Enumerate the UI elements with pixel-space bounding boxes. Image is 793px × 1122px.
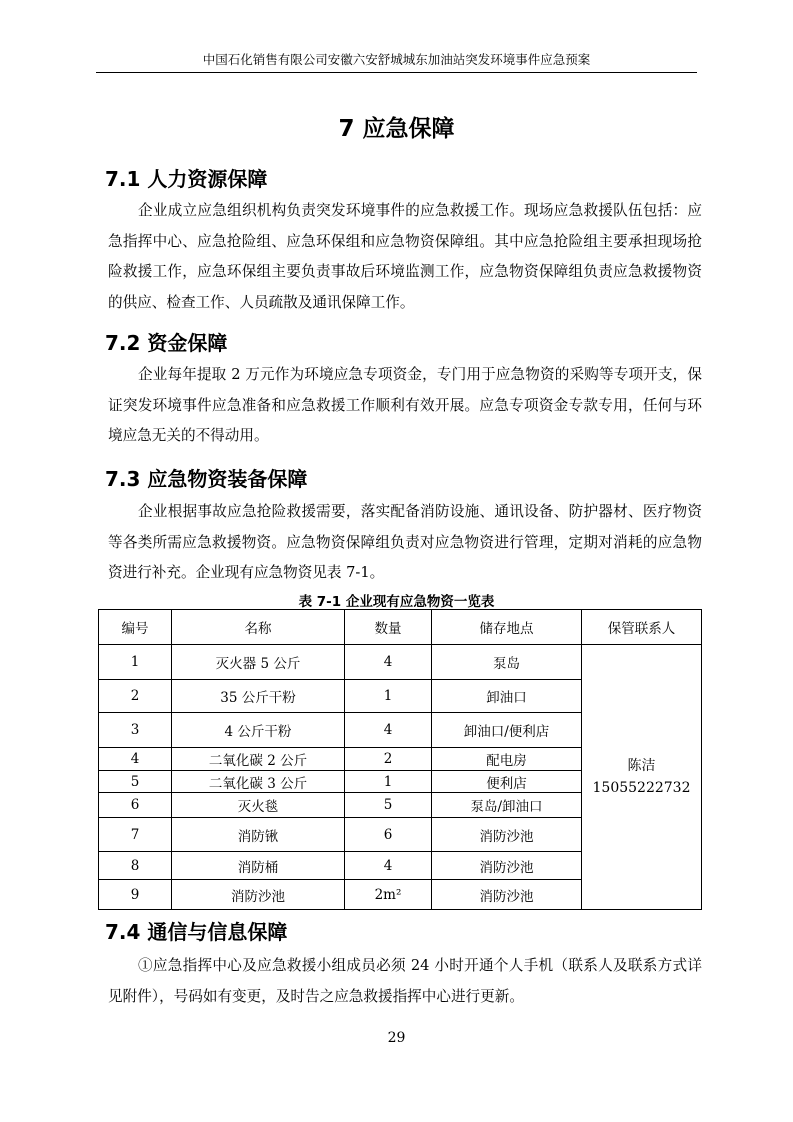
- cell-location: 消防沙池: [432, 880, 582, 910]
- page-number: 29: [387, 1030, 406, 1046]
- cell-number: 2: [99, 680, 172, 713]
- section-7-2-body: 企业每年提取 2 万元作为环境应急专项资金，专门用于应急物资的采购等专项开支，保证突发环境事件应急准备和应急救援工作顺利有效开展。应急专项资金专款专用，任何与环境应急无关的不得动用。: [108, 366, 702, 444]
- contact-phone: 15055222732: [592, 780, 691, 796]
- cell-location: 泵岛/卸油口: [432, 793, 582, 818]
- cell-location: 配电房: [432, 748, 582, 771]
- table-caption: 表 7-1 企业现有应急物资一览表: [298, 594, 495, 610]
- cell-number: 9: [99, 880, 172, 910]
- section-7-1-title: 7.1 人力资源保障: [105, 167, 268, 191]
- cell-number: 1: [99, 645, 172, 680]
- header-cell-number: 编号: [99, 610, 172, 645]
- cell-name: 灭火器 5 公斤: [172, 645, 345, 680]
- chapter-title: 7 应急保障: [338, 116, 455, 142]
- contact-cell: [582, 645, 702, 910]
- section-7-1-body: 企业成立应急组织机构负责突发环境事件的应急救援工作。现场应急救援队伍包括：应急指挥中心、应急抢险组、应急环保组和应急物资保障组。其中应急抢险组主要承担现场抢险救援工作，应急环保组主要负责事故后环境监测工作，应急物资保障组负责应急救援物资的供应、检查工作、人员疏散及通讯保障工作。: [108, 202, 702, 311]
- cell-number: 4: [99, 748, 172, 771]
- table-row: [99, 645, 702, 680]
- cell-number: 6: [99, 793, 172, 818]
- cell-name: 灭火毯: [172, 793, 345, 818]
- cell-number: 7: [99, 818, 172, 852]
- cell-name: 消防桶: [172, 852, 345, 880]
- cell-quantity: 4: [345, 852, 432, 880]
- page-header: 中国石化销售有限公司安徽六安舒城城东加油站突发环境事件应急预案: [96, 50, 697, 73]
- cell-name: 消防沙池: [172, 880, 345, 910]
- header-cell-contact: 保管联系人: [582, 610, 702, 645]
- cell-name: 消防锹: [172, 818, 345, 852]
- cell-location: 消防沙池: [432, 852, 582, 880]
- table-header-row: [99, 610, 702, 645]
- section-7-4-title: 7.4 通信与信息保障: [105, 920, 288, 944]
- cell-location: 卸油口/便利店: [432, 713, 582, 748]
- contact-name: 陈洁: [627, 758, 656, 774]
- cell-location: 卸油口: [432, 680, 582, 713]
- cell-quantity: 1: [345, 771, 432, 793]
- header-cell-name: 名称: [172, 610, 345, 645]
- cell-quantity: 2m²: [345, 880, 432, 910]
- header-cell-quantity: 数量: [345, 610, 432, 645]
- cell-quantity: 1: [345, 680, 432, 713]
- cell-location: 便利店: [432, 771, 582, 793]
- cell-number: 8: [99, 852, 172, 880]
- section-7-3-body: 企业根据事故应急抢险救援需要，落实配备消防设施、通讯设备、防护器材、医疗物资等各类所需应急救援物资。应急物资保障组负责对应急物资进行管理，定期对消耗的应急物资进行补充。企业现有应急物资见表 7-1。: [108, 503, 702, 581]
- cell-location: 消防沙池: [432, 818, 582, 852]
- section-7-2-title: 7.2 资金保障: [105, 331, 228, 355]
- cell-quantity: 4: [345, 713, 432, 748]
- cell-quantity: 5: [345, 793, 432, 818]
- cell-number: 5: [99, 771, 172, 793]
- cell-number: 3: [99, 713, 172, 748]
- cell-name: 二氧化碳 3 公斤: [172, 771, 345, 793]
- cell-name: 35 公斤干粉: [172, 680, 345, 713]
- cell-quantity: 2: [345, 748, 432, 771]
- header-cell-location: 储存地点: [432, 610, 582, 645]
- cell-name: 4 公斤干粉: [172, 713, 345, 748]
- section-7-4-body: ①应急指挥中心及应急救援小组成员必须 24 小时开通个人手机（联系人及联系方式详见附件），号码如有变更，及时告之应急救援指挥中心进行更新。: [108, 957, 702, 1005]
- cell-quantity: 6: [345, 818, 432, 852]
- section-7-3-title: 7.3 应急物资装备保障: [105, 467, 308, 491]
- cell-quantity: 4: [345, 645, 432, 680]
- emergency-supplies-table: [98, 609, 702, 910]
- cell-name: 二氧化碳 2 公斤: [172, 748, 345, 771]
- cell-location: 泵岛: [432, 645, 582, 680]
